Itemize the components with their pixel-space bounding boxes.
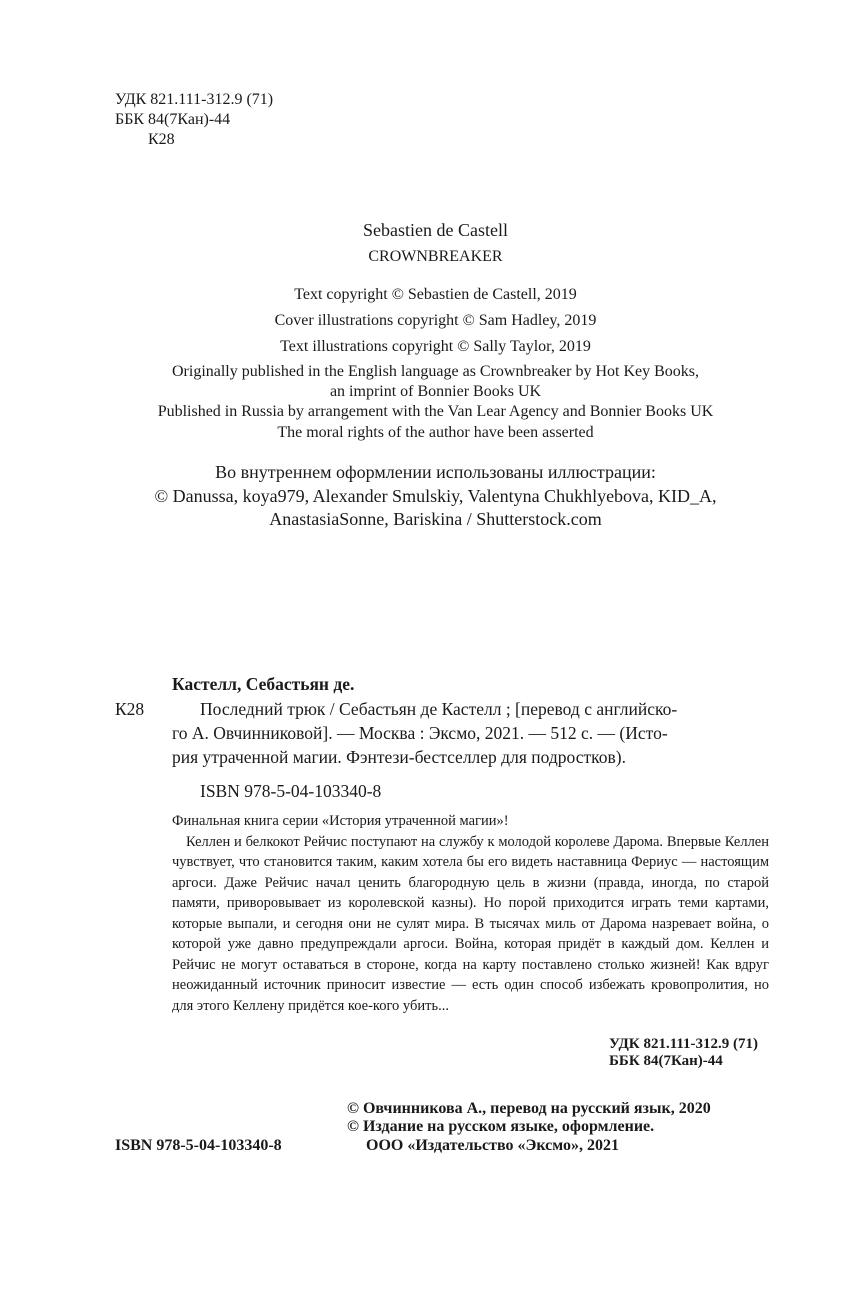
edition-copyright: © Издание на русском языке, оформление. (347, 1118, 655, 1135)
publication-line-2: an imprint of Bonnier Books UK (329, 383, 542, 400)
cover-illustrations-copyright: Cover illustrations copyright © Sam Hadley, 2019 (274, 312, 597, 329)
bibliography-author: Кастелл, Себастьян де. (172, 674, 355, 694)
original-title: CROWNBREAKER (368, 248, 503, 265)
annotation-bbk: ББК 84(7Кан)-44 (609, 1053, 723, 1069)
text-illustrations-copyright: Text illustrations copyright © Sally Taylor, 2019 (280, 338, 591, 355)
bibliography-line-1: Последний трюк / Себастьян де Кастелл ; [перевод с английско- (200, 699, 678, 719)
illustrations-heading: Во внутреннем оформлении использованы иллюстрации: (215, 462, 656, 482)
publication-line-1: Originally published in the English language as Crownbreaker by Hot Key Books, (171, 363, 699, 380)
illustrations-credits-2: AnastasiaSonne, Bariskina / Shutterstock.com (269, 509, 602, 529)
annotation-paragraph-1: Финальная книга серии «История утраченной магии»! (172, 813, 509, 829)
publisher-copyright: ООО «Издательство «Эксмо», 2021 (366, 1137, 619, 1154)
annotation-paragraph-2: Келлен и белкокот Рейчис поступают на службу к молодой королеве Дарома. Впервые Келлен чувствует, что становится таким, каким хотела бы его видеть наставница Фериус — настоящим аргоси. Даже Рейчис начал ценить благородную цель в жизни (правда, иногда, по старой памяти, приворовывает из королевской казны). Но порой приходится играть теми картами, которые выпали, и сегодня они не сулят мира. В тысячах миль от Дарома назревает война, о которой уже давно предупреждали аргоси. Война, которая придёт в каждый дом. Келлен и Рейчис не могут оставаться в стороне, когда на карту поставлено столько жизней! Как вдруг неожиданный источник приносит известие — есть один способ избежать кровопролития, но для этого Келлену придётся кое-кого убить... (172, 833, 769, 1014)
bibliography-line-3: рия утраченной магии. Фэнтези-бестселлер для подростков). (172, 747, 626, 767)
original-author: Sebastien de Castell (363, 220, 508, 240)
translation-copyright: © Овчинникова А., перевод на русский язык, 2020 (347, 1100, 711, 1117)
footer-isbn: ISBN 978-5-04-103340-8 (115, 1137, 282, 1154)
bibliography-isbn: ISBN 978-5-04-103340-8 (200, 781, 382, 801)
bibliography-code: К28 (115, 699, 145, 719)
annotation-udk: УДК 821.111-312.9 (71) (609, 1036, 759, 1052)
text-copyright: Text copyright © Sebastien de Castell, 2019 (294, 286, 577, 303)
bibliography-line-2: го А. Овчинниковой]. — Москва : Эксмо, 2021. — 512 с. — (Исто- (172, 723, 668, 743)
author-mark: К28 (148, 131, 175, 148)
moral-rights-line: The moral rights of the author have been asserted (277, 424, 594, 441)
illustrations-credits-1: © Danussa, koya979, Alexander Smulskiy, Valentyna Chukhlyebova, KID_A, (154, 486, 717, 506)
bbk-code: ББК 84(7Кан)-44 (115, 111, 231, 128)
udk-code: УДК 821.111-312.9 (71) (115, 91, 274, 108)
annotation (172, 811, 769, 1016)
publication-line-3: Published in Russia by arrangement with the Van Lear Agency and Bonnier Books UK (157, 403, 714, 420)
